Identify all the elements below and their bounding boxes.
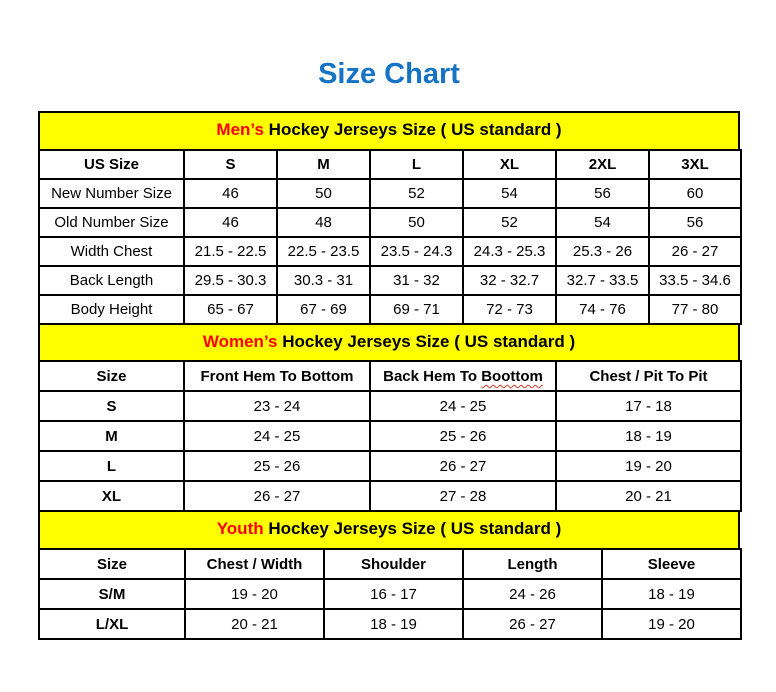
mens-cell: 56 <box>649 208 741 237</box>
mens-row-new-number-size <box>39 179 741 208</box>
youth-row-label: S/M <box>39 579 185 609</box>
womens-banner <box>38 323 740 363</box>
mens-cell: 60 <box>649 179 741 208</box>
womens-cell: 23 - 24 <box>184 391 370 421</box>
mens-col-header: L <box>370 150 463 179</box>
mens-cell: 52 <box>463 208 556 237</box>
womens-cell: 17 - 18 <box>556 391 741 421</box>
youth-cell: 20 - 21 <box>185 609 324 639</box>
youth-row-label: L/XL <box>39 609 185 639</box>
womens-section <box>38 323 740 513</box>
youth-cell: 16 - 17 <box>324 579 463 609</box>
womens-row-label: XL <box>39 481 184 511</box>
mens-banner-text: Hockey Jerseys Size ( US standard ) <box>263 120 562 139</box>
womens-header-row <box>39 361 741 391</box>
mens-cell: 31 - 32 <box>370 266 463 295</box>
mens-cell: 77 - 80 <box>649 295 741 324</box>
womens-cell: 20 - 21 <box>556 481 741 511</box>
mens-cell: 50 <box>277 179 370 208</box>
womens-banner-highlight: Women’s <box>202 331 278 351</box>
mens-row-label: Width Chest <box>39 237 184 266</box>
mens-col-header: 3XL <box>649 150 741 179</box>
mens-cell: 46 <box>184 179 277 208</box>
mens-cell: 23.5 - 24.3 <box>370 237 463 266</box>
page-title: Size Chart <box>318 58 460 90</box>
womens-row-l <box>39 451 741 481</box>
mens-cell: 30.3 - 31 <box>277 266 370 295</box>
youth-banner-text: Hockey Jerseys Size ( US standard ) <box>263 519 562 539</box>
mens-row-label: Body Height <box>39 295 184 324</box>
youth-section <box>38 510 740 640</box>
youth-col-header: Sleeve <box>602 549 741 579</box>
youth-cell: 26 - 27 <box>463 609 602 639</box>
womens-col-header: Size <box>39 361 184 391</box>
mens-header-row <box>39 150 741 179</box>
womens-cell: 24 - 25 <box>184 421 370 451</box>
youth-cell: 18 - 19 <box>602 579 741 609</box>
womens-cell: 25 - 26 <box>370 421 556 451</box>
youth-col-header: Size <box>39 549 185 579</box>
mens-cell: 65 - 67 <box>184 295 277 324</box>
mens-cell: 67 - 69 <box>277 295 370 324</box>
youth-table <box>38 548 742 640</box>
mens-cell: 50 <box>370 208 463 237</box>
mens-row-old-number-size <box>39 208 741 237</box>
mens-cell: 69 - 71 <box>370 295 463 324</box>
mens-cell: 21.5 - 22.5 <box>184 237 277 266</box>
youth-cell: 19 - 20 <box>602 609 741 639</box>
mens-cell: 32 - 32.7 <box>463 266 556 295</box>
youth-row-s-m <box>39 579 741 609</box>
womens-row-xl <box>39 481 741 511</box>
womens-cell: 19 - 20 <box>556 451 741 481</box>
womens-table <box>38 360 742 512</box>
mens-banner <box>38 111 740 151</box>
size-tables-container <box>38 111 740 640</box>
youth-banner <box>38 510 740 550</box>
womens-cell: 26 - 27 <box>370 451 556 481</box>
womens-col-header: Front Hem To Bottom <box>184 361 370 391</box>
misspelled-word: Boottom <box>481 367 543 385</box>
mens-cell: 24.3 - 25.3 <box>463 237 556 266</box>
mens-section <box>38 111 740 325</box>
womens-col-header: Chest / Pit To Pit <box>556 361 741 391</box>
mens-col-header: US Size <box>39 150 184 179</box>
mens-cell: 56 <box>556 179 649 208</box>
mens-cell: 32.7 - 33.5 <box>556 266 649 295</box>
youth-header-row <box>39 549 741 579</box>
womens-cell: 18 - 19 <box>556 421 741 451</box>
womens-cell: 24 - 25 <box>370 391 556 421</box>
youth-cell: 24 - 26 <box>463 579 602 609</box>
youth-col-header: Length <box>463 549 602 579</box>
mens-row-label: Old Number Size <box>39 208 184 237</box>
youth-cell: 18 - 19 <box>324 609 463 639</box>
mens-row-back-length <box>39 266 741 295</box>
mens-col-header: 2XL <box>556 150 649 179</box>
mens-col-header: M <box>277 150 370 179</box>
mens-row-body-height <box>39 295 741 324</box>
womens-row-label: M <box>39 421 184 451</box>
mens-row-label: Back Length <box>39 266 184 295</box>
mens-cell: 29.5 - 30.3 <box>184 266 277 295</box>
womens-cell: 27 - 28 <box>370 481 556 511</box>
mens-cell: 22.5 - 23.5 <box>277 237 370 266</box>
mens-cell: 26 - 27 <box>649 237 741 266</box>
mens-col-header: S <box>184 150 277 179</box>
mens-cell: 46 <box>184 208 277 237</box>
mens-table <box>38 149 742 325</box>
youth-col-header: Shoulder <box>324 549 463 579</box>
youth-banner-highlight: Youth <box>216 519 264 539</box>
size-chart-sheet <box>38 58 740 640</box>
womens-banner-text: Hockey Jerseys Size ( US standard ) <box>277 331 576 351</box>
mens-row-width-chest <box>39 237 741 266</box>
youth-cell: 19 - 20 <box>185 579 324 609</box>
mens-cell: 54 <box>463 179 556 208</box>
mens-cell: 74 - 76 <box>556 295 649 324</box>
mens-banner-highlight: Men’s <box>216 120 264 139</box>
womens-cell: 26 - 27 <box>184 481 370 511</box>
mens-col-header: XL <box>463 150 556 179</box>
youth-row-l-xl <box>39 609 741 639</box>
mens-cell: 54 <box>556 208 649 237</box>
womens-cell: 25 - 26 <box>184 451 370 481</box>
mens-cell: 25.3 - 26 <box>556 237 649 266</box>
youth-col-header: Chest / Width <box>185 549 324 579</box>
mens-cell: 48 <box>277 208 370 237</box>
womens-row-s <box>39 391 741 421</box>
womens-row-label: L <box>39 451 184 481</box>
mens-row-label: New Number Size <box>39 179 184 208</box>
womens-row-label: S <box>39 391 184 421</box>
mens-cell: 33.5 - 34.6 <box>649 266 741 295</box>
mens-cell: 72 - 73 <box>463 295 556 324</box>
womens-row-m <box>39 421 741 451</box>
mens-cell: 52 <box>370 179 463 208</box>
womens-col-header: Back Hem To Boottom <box>370 361 556 391</box>
